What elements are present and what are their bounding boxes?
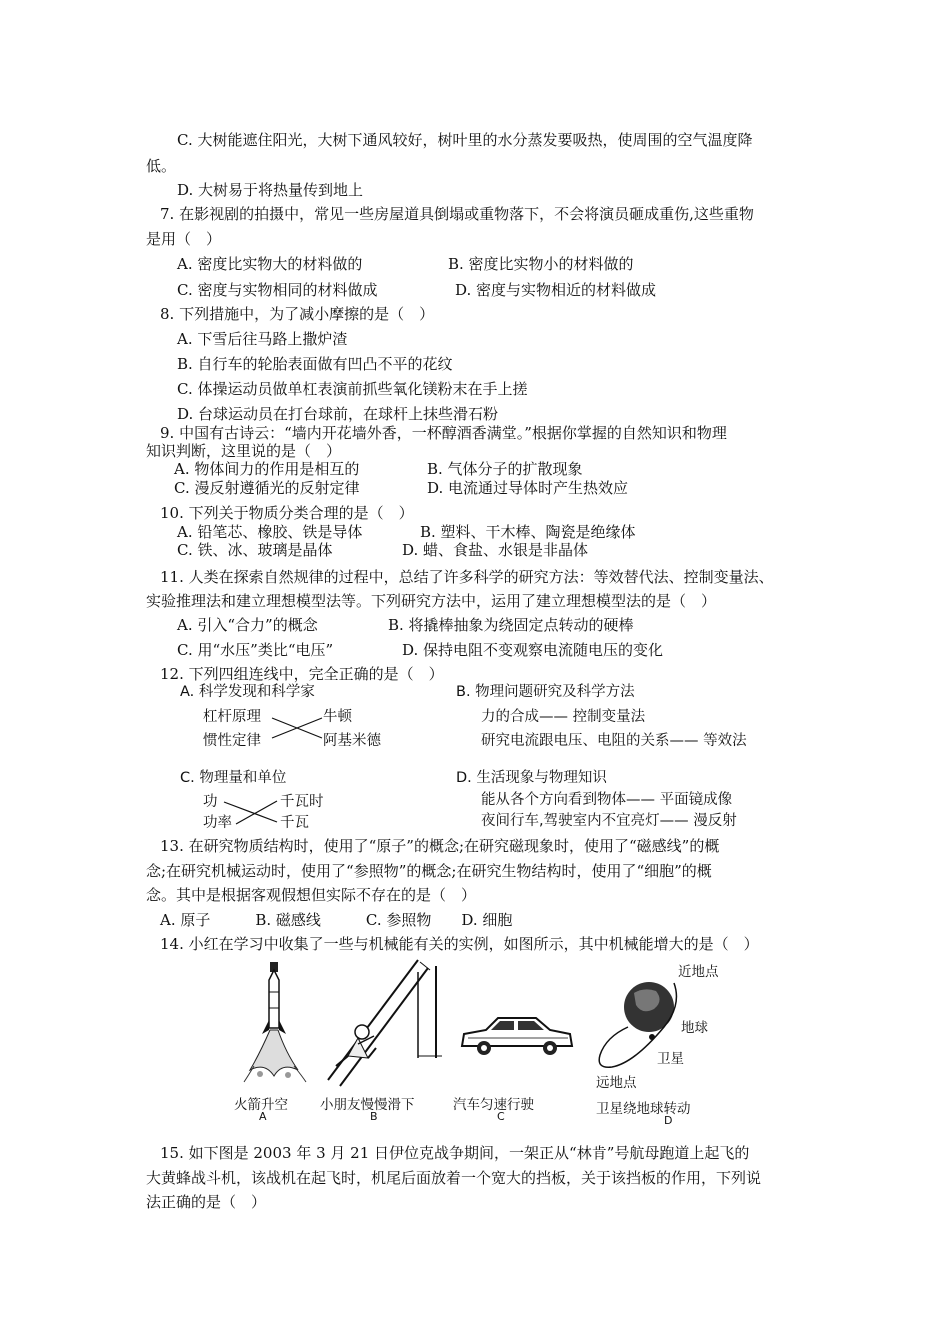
q14-label-perigee: 近地点 xyxy=(678,964,719,980)
q14-label-apogee: 远地点 xyxy=(596,1075,637,1091)
q12-b-item2: 研究电流跟电压、电阻的关系—— 等效法 xyxy=(481,733,747,749)
q12-b-title: B. 物理问题研究及科学方法 xyxy=(456,684,635,700)
q13-options: A. 原子 B. 磁感线 C. 参照物 D. 细胞 xyxy=(160,911,513,929)
q12-c-connect-lines xyxy=(222,796,282,830)
q14-letter-d: D xyxy=(664,1114,673,1127)
q14-caption-c: 汽车匀速行驶 xyxy=(453,1097,534,1113)
q12-c-right1: 千瓦时 xyxy=(280,794,324,810)
q12-c-left2: 功率 xyxy=(203,815,232,831)
q12-a-title: A. 科学发现和科学家 xyxy=(180,684,315,700)
q9-stem-line1: 9. 中国有古诗云：“墙内开花墙外香，一杯醇酒香满堂。”根据你掌握的自然知识和物理 xyxy=(160,424,727,442)
q12-a-right2: 阿基米德 xyxy=(323,733,381,749)
q13-stem-line1: 13. 在研究物质结构时，使用了“原子”的概念;在研究磁现象时，使用了“磁感线”的概 xyxy=(160,837,720,855)
q14-caption-d: 卫星绕地球转动 xyxy=(596,1101,691,1117)
q10-option-d: D. 蜡、食盐、水银是非晶体 xyxy=(402,541,589,559)
q12-b-item1: 力的合成—— 控制变量法 xyxy=(481,709,646,725)
q7-option-c: C. 密度与实物相同的材料做成 xyxy=(177,281,378,299)
q14-label-satellite: 卫星 xyxy=(657,1051,684,1067)
q10-stem: 10. 下列关于物质分类合理的是（ ） xyxy=(160,504,414,522)
q9-option-b: B. 气体分子的扩散现象 xyxy=(427,460,583,478)
q12-stem: 12. 下列四组连线中，完全正确的是（ ） xyxy=(160,665,444,683)
q14-label-earth: 地球 xyxy=(681,1020,708,1036)
q8-option-c: C. 体操运动员做单杠表演前抓些氧化镁粉末在手上搓 xyxy=(177,380,528,398)
q8-option-b: B. 自行车的轮胎表面做有凹凸不平的花纹 xyxy=(177,355,453,373)
car-image xyxy=(458,1012,576,1058)
q7-stem-line1: 7. 在影视剧的拍摄中，常见一些房屋道具倒塌或重物落下，不会将演员砸成重伤,这些重物 xyxy=(160,205,754,223)
q10-option-c: C. 铁、冰、玻璃是晶体 xyxy=(177,541,333,559)
q12-c-left1: 功 xyxy=(203,794,218,810)
q9-stem-line2: 知识判断，这里说的是（ ） xyxy=(146,442,342,460)
q11-option-c: C. 用“水压”类比“电压” xyxy=(177,641,334,659)
q14-caption-b: 小朋友慢慢滑下 xyxy=(320,1097,415,1113)
q8-option-d: D. 台球运动员在打台球前，在球杆上抹些滑石粉 xyxy=(177,405,499,423)
q10-option-a: A. 铅笔芯、橡胶、铁是导体 xyxy=(177,523,363,541)
q11-option-d: D. 保持电阻不变观察电流随电压的变化 xyxy=(402,641,664,659)
q12-c-title: C. 物理量和单位 xyxy=(180,770,287,786)
q7-option-b: B. 密度比实物小的材料做的 xyxy=(448,255,634,273)
rocket-launch-image xyxy=(240,958,310,1088)
q11-option-a: A. 引入“合力”的概念 xyxy=(177,616,318,634)
q7-option-a: A. 密度比实物大的材料做的 xyxy=(177,255,363,273)
q12-a-right1: 牛顿 xyxy=(323,709,352,725)
q15-stem-line2: 大黄蜂战斗机，该战机在起飞时，机尾后面放着一个宽大的挡板，关于该挡板的作用，下列说 xyxy=(146,1169,762,1187)
q6-option-c-line2: 低。 xyxy=(146,157,177,175)
q12-a-left1: 杠杆原理 xyxy=(203,709,261,725)
q6-option-d: D. 大树易于将热量传到地上 xyxy=(177,181,364,199)
q14-letter-a: A xyxy=(259,1110,267,1123)
child-slide-image xyxy=(318,958,443,1088)
q15-stem-line1: 15. 如下图是 2003 年 3 月 21 日伊位克战争期间，一架正从“林肯”号航母跑道上起飞的 xyxy=(160,1144,750,1162)
q9-option-c: C. 漫反射遵循光的反射定律 xyxy=(174,479,360,497)
q14-stem: 14. 小红在学习中收集了一些与机械能有关的实例，如图所示，其中机械能增大的是（ ） xyxy=(160,935,759,953)
q12-d-title: D. 生活现象与物理知识 xyxy=(456,770,607,786)
q14-caption-a: 火箭升空 xyxy=(234,1097,288,1113)
q11-stem-line2: 实验推理法和建立理想模型法等。下列研究方法中，运用了建立理想模型法的是（ ） xyxy=(146,592,717,610)
q8-option-a: A. 下雪后往马路上撒炉渣 xyxy=(177,330,348,348)
q8-stem: 8. 下列措施中，为了减小摩擦的是（ ） xyxy=(160,305,435,323)
q12-d-item1: 能从各个方向看到物体—— 平面镜成像 xyxy=(481,792,733,808)
q9-option-a: A. 物体间力的作用是相互的 xyxy=(174,460,360,478)
q11-stem-line1: 11. 人类在探索自然规律的过程中，总结了许多科学的研究方法：等效替代法、控制变量法、 xyxy=(160,568,774,586)
q12-a-connect-lines xyxy=(270,710,330,746)
q7-option-d: D. 密度与实物相近的材料做成 xyxy=(455,281,657,299)
q14-letter-b: B xyxy=(370,1110,378,1123)
q13-stem-line2: 念;在研究机械运动时，使用了“参照物”的概念;在研究生物结构时，使用了“细胞”的概 xyxy=(146,862,712,880)
q11-option-b: B. 将撬棒抽象为绕固定点转动的硬棒 xyxy=(388,616,634,634)
q9-option-d: D. 电流通过导体时产生热效应 xyxy=(427,479,629,497)
q10-option-b: B. 塑料、干木棒、陶瓷是绝缘体 xyxy=(420,523,636,541)
q7-stem-line2: 是用（ ） xyxy=(146,230,222,248)
q12-d-item2: 夜间行车,驾驶室内不宜亮灯—— 漫反射 xyxy=(481,813,737,829)
q12-c-right2: 千瓦 xyxy=(280,815,309,831)
q12-a-left2: 惯性定律 xyxy=(203,733,261,749)
q15-stem-line3: 法正确的是（ ） xyxy=(146,1193,267,1211)
q6-option-c-line1: C. 大树能遮住阳光，大树下通风较好，树叶里的水分蒸发要吸热，使周围的空气温度降 xyxy=(177,131,753,149)
q14-letter-c: C xyxy=(497,1110,505,1123)
q13-stem-line3: 念。其中是根据客观假想但实际不存在的是（ ） xyxy=(146,886,477,904)
